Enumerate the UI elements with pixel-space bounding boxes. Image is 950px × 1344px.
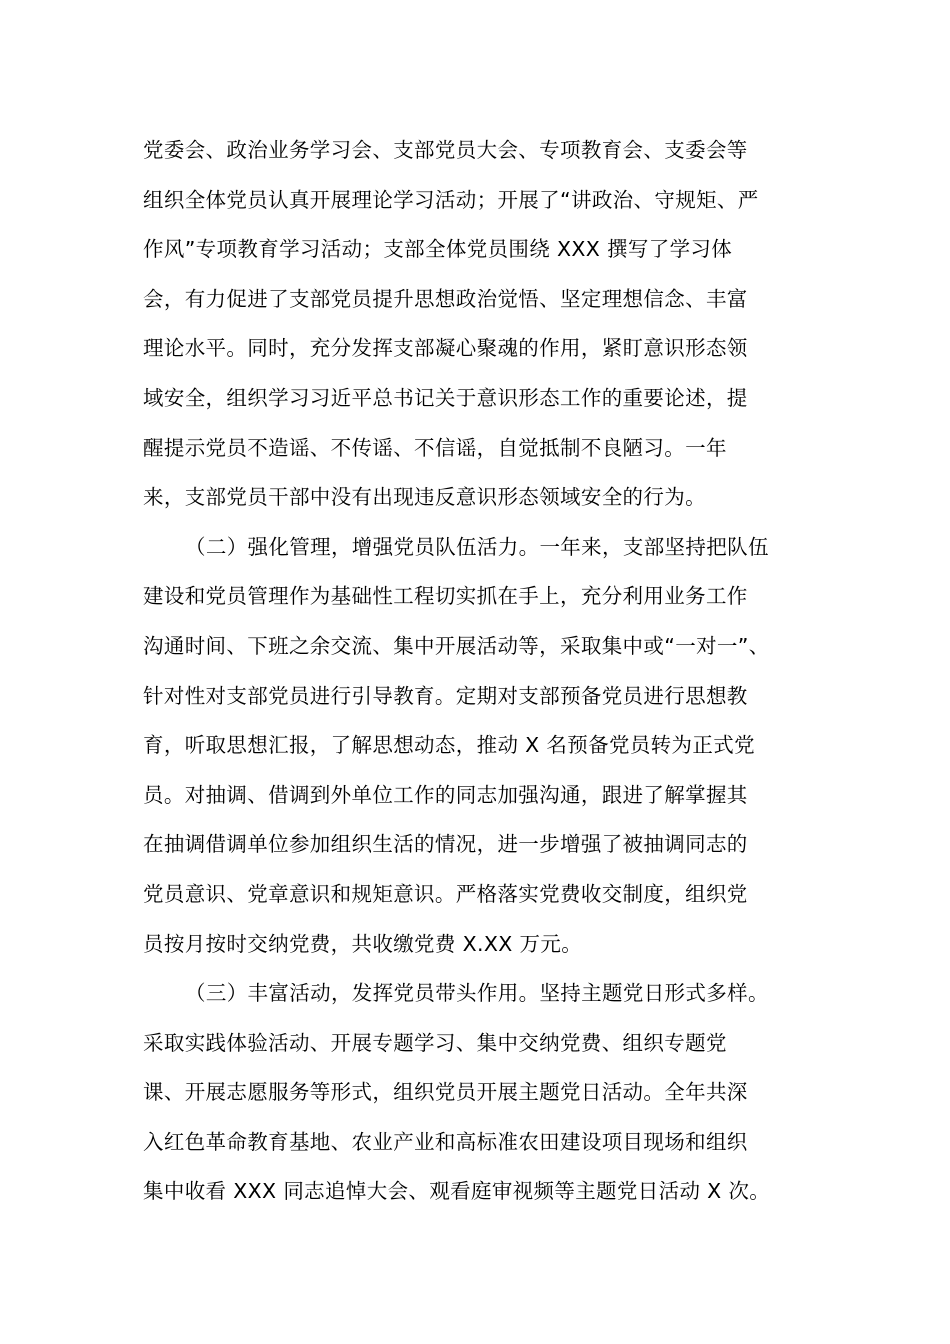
document-body (143, 126, 808, 1217)
text-line: 会，有力促进了支部党员提升思想政治觉悟、坚定理想信念、丰富 (143, 286, 748, 311)
text-line: 党员意识、党章意识和规矩意识。严格落实党费收交制度，组织党 (143, 881, 748, 906)
text-line: 集中收看 XXX 同志追悼大会、观看庭审视频等主题党日活动 X 次。 (143, 1179, 771, 1204)
text-line: 来，支部党员干部中没有出现违反意识形态领域安全的行为。 (143, 485, 706, 510)
text-line: 域安全，组织学习习近平总书记关于意识形态工作的重要论述，提 (143, 385, 748, 410)
text-line: 建设和党员管理作为基础性工程切实抓在手上，充分利用业务工作 (143, 584, 748, 609)
text-line: 沟通时间、下班之余交流、集中开展活动等，采取集中或“一对一”、 (143, 633, 770, 658)
text-line: 育，听取思想汇报，了解思想动态，推动 X 名预备党员转为正式党 (143, 733, 755, 758)
text-line: 在抽调借调单位参加组织生活的情况，进一步增强了被抽调同志的 (143, 832, 748, 857)
text-line: 理论水平。同时，充分发挥支部凝心聚魂的作用，紧盯意识形态领 (143, 336, 748, 361)
text-line: 针对性对支部党员进行引导教育。定期对支部预备党员进行思想教 (143, 683, 748, 708)
text-line: 员。对抽调、借调到外单位工作的同志加强沟通，跟进了解掌握其 (143, 782, 748, 807)
text-line: 课、开展志愿服务等形式，组织党员开展主题党日活动。全年共深 (143, 1080, 748, 1105)
paragraph-first-line: （三）丰富活动，发挥党员带头作用。坚持主题党日形式多样。 (185, 981, 769, 1006)
text-line: 员按月按时交纳党费，共收缴党费 X.XX 万元。 (143, 931, 583, 956)
text-line: 采取实践体验活动、开展专题学习、集中交纳党费、组织专题党 (143, 1030, 727, 1055)
text-line: 党委会、政治业务学习会、支部党员大会、专项教育会、支委会等 (143, 138, 748, 162)
text-line: 入红色革命教育基地、农业产业和高标准农田建设项目现场和组织 (143, 1129, 748, 1154)
text-line: 组织全体党员认真开展理论学习活动；开展了“讲政治、守规矩、严 (143, 187, 759, 212)
paragraph-first-line: （二）强化管理，增强党员队伍活力。一年来，支部坚持把队伍 (185, 534, 769, 559)
text-line: 醒提示党员不造谣、不传谣、不信谣，自觉抵制不良陋习。一年 (143, 435, 727, 460)
text-line: 作风”专项教育学习活动；支部全体党员围绕 XXX 撰写了学习体 (143, 237, 733, 262)
